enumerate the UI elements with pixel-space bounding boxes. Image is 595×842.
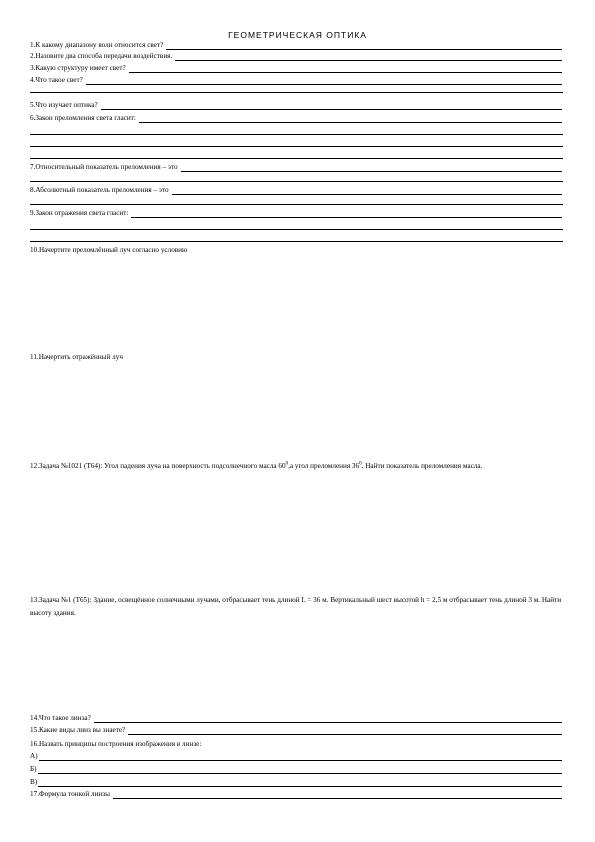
answer-line[interactable] [30, 92, 563, 93]
question-1[interactable] [30, 41, 562, 50]
degree-sign: 0 [359, 461, 362, 467]
question-4[interactable] [30, 76, 562, 85]
answer-line[interactable] [181, 163, 562, 172]
question-11-label: 11.Начертить отражённый луч [30, 353, 123, 361]
question-8[interactable] [30, 186, 562, 195]
answer-line[interactable] [38, 778, 562, 787]
question-3[interactable] [30, 64, 562, 73]
answer-line[interactable] [131, 209, 562, 218]
answer-line[interactable] [101, 101, 562, 110]
question-2[interactable] [30, 52, 562, 61]
question-12 [30, 460, 565, 473]
question-9[interactable] [30, 209, 562, 218]
question-5[interactable] [30, 101, 562, 110]
degree-sign: 0 [285, 461, 289, 467]
question-6[interactable] [30, 114, 562, 123]
question-2-label: 2.Назовите два способа передачи воздействия. [30, 52, 173, 60]
question-16-label: 16.Назвать принципы построения изображения в линзе: [30, 740, 202, 748]
question-17-label: 17.Формула тонкой линзы [30, 790, 110, 798]
answer-line[interactable] [129, 64, 562, 73]
question-7-label: 7.Относительный показатель преломления – это [30, 163, 178, 171]
question-9-label: 9.Закон отражения света гласит: [30, 209, 129, 217]
option-a-label: А) [30, 752, 38, 760]
answer-line[interactable] [30, 204, 563, 205]
question-15[interactable] [30, 726, 562, 735]
question-16-a[interactable] [30, 752, 562, 761]
answer-line[interactable] [30, 229, 563, 230]
question-14-label: 14.Что такое линза? [30, 714, 91, 722]
question-17[interactable] [30, 790, 562, 799]
question-15-label: 15.Какие виды линз вы знаете? [30, 726, 126, 734]
question-7[interactable] [30, 163, 562, 172]
question-12-text-2: ,а угол преломления 36 [288, 462, 360, 470]
answer-line[interactable] [30, 134, 563, 135]
answer-line[interactable] [30, 181, 563, 182]
question-8-label: 8.Абсолютный показатель преломления – это [30, 186, 169, 194]
answer-line[interactable] [38, 765, 562, 774]
question-16-b[interactable] [30, 765, 562, 774]
question-4-label: 4.Что такое свет? [30, 76, 83, 84]
answer-line[interactable] [30, 158, 563, 159]
question-14[interactable] [30, 714, 562, 723]
question-3-label: 3.Какую структуру имеет свет? [30, 64, 126, 72]
answer-line[interactable] [139, 114, 562, 123]
answer-line[interactable] [86, 76, 562, 85]
option-c-label: В) [30, 778, 38, 786]
answer-line[interactable] [94, 714, 562, 723]
question-12-text-1: 12.Задача №1021 (Т64): Угол падения луча на поверхность подсолнечного масла 60 [30, 462, 286, 470]
answer-line[interactable] [166, 41, 562, 50]
answer-line[interactable] [113, 790, 562, 799]
question-12-text-3: . Найти показатель преломления масла. [361, 462, 483, 470]
question-10-label: 10.Начертите преломлённый луч согласно условию [30, 246, 188, 254]
question-13-label: 13.Задача №1 (Т65): Здание, освещённое солнечными лучами, отбрасывает тень длиной L = 36 м. Вертикальный шест высотой h = 2,5 м отбрасывает тень длиной 3 м. Найти высоту здания. [30, 596, 562, 617]
answer-line[interactable] [128, 726, 562, 735]
option-b-label: Б) [30, 765, 37, 773]
page-title: ГЕОМЕТРИЧЕСКАЯ ОПТИКА [228, 30, 367, 40]
question-1-label: 1.К какому диапазону волн относится свет? [30, 41, 164, 49]
answer-line[interactable] [30, 241, 563, 242]
answer-line[interactable] [30, 146, 563, 147]
question-6-label: 6.Закон преломления света гласит: [30, 114, 136, 122]
question-5-label: 5.Что изучает оптика? [30, 101, 98, 109]
answer-line[interactable] [172, 186, 562, 195]
answer-line[interactable] [39, 752, 562, 761]
question-16-c[interactable] [30, 778, 562, 787]
answer-line[interactable] [175, 52, 562, 61]
